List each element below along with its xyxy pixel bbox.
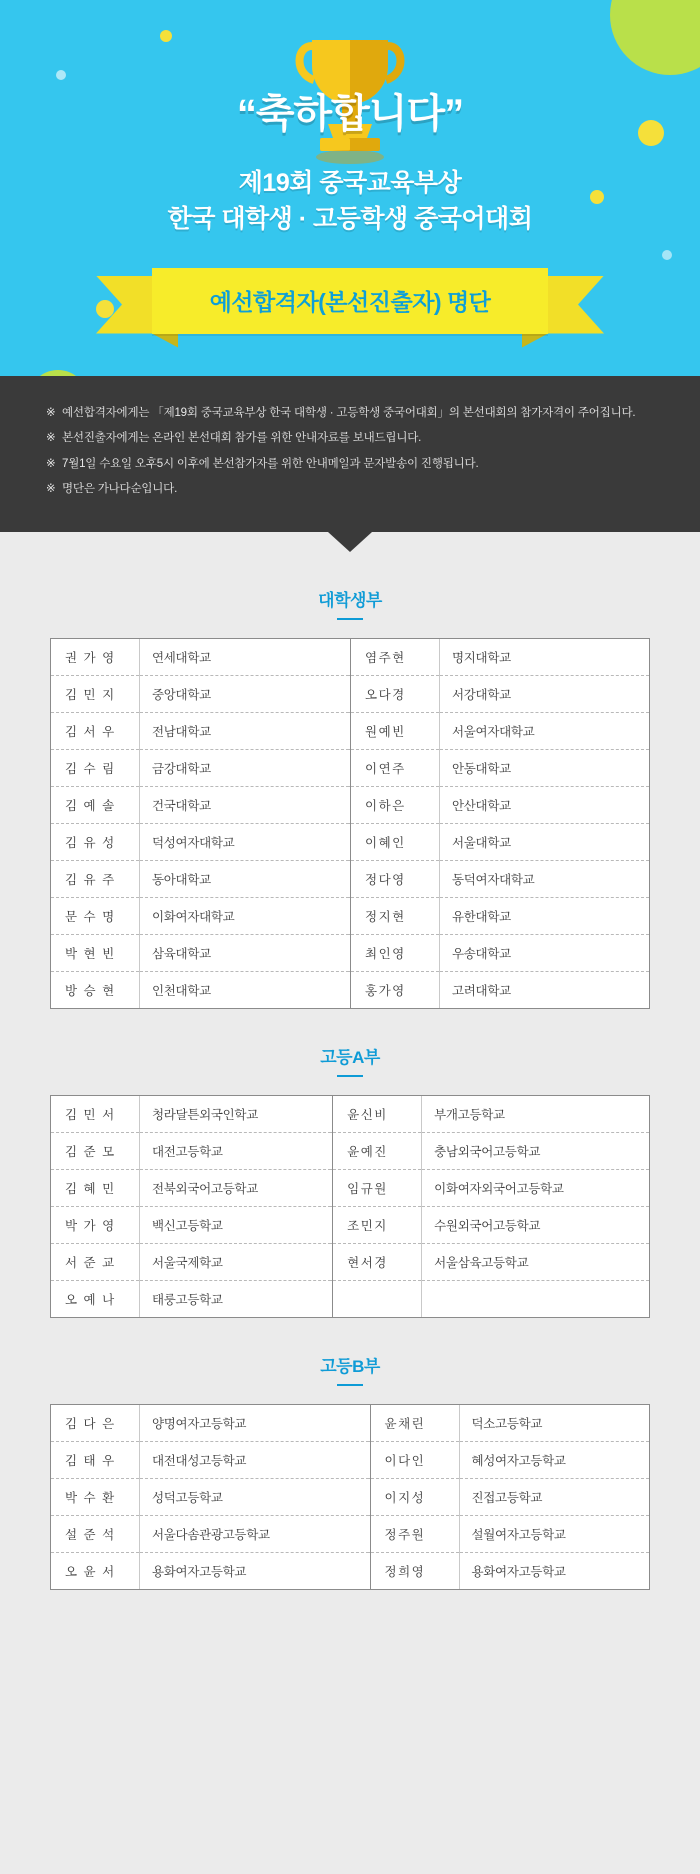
cell-school-left: 청라달튼외국인학교 [140, 1096, 332, 1133]
table-row [51, 1133, 649, 1170]
section-underline [337, 618, 363, 620]
cell-school-left: 용화여자고등학교 [152, 1565, 247, 1579]
section-high-b [0, 1318, 700, 1590]
table-row [51, 1516, 649, 1553]
ribbon-label-box [152, 268, 548, 334]
table-row [51, 1096, 649, 1133]
table-row [51, 824, 649, 861]
table-row [51, 972, 649, 1009]
table-row [51, 1281, 649, 1318]
cell-school-right: 충남외국어고등학교 [422, 1133, 649, 1170]
section-underline [337, 1075, 363, 1077]
cell-name-left: 김 예 솔 [51, 787, 140, 824]
cell-school-right: 덕소고등학교 [459, 1405, 649, 1442]
cell-name-left: 오 윤 서 [51, 1553, 140, 1590]
table-body-2 [51, 1405, 649, 1589]
cell-school-left: 양명여자고등학교 [140, 1405, 369, 1442]
notice-block [0, 376, 700, 533]
cell-name-right: 윤신비 [333, 1096, 422, 1133]
cell-name-right: 현서경 [333, 1244, 422, 1281]
table-body-0 [51, 639, 649, 1008]
cell-school-left: 덕성여자대학교 [140, 824, 350, 861]
cell-name-right: 윤채린 [370, 1405, 459, 1442]
results-table-high-b [50, 1404, 650, 1590]
cell-name-left: 서 준 교 [51, 1244, 140, 1281]
ribbon-fold-left [152, 334, 178, 348]
cell-name-right: 염주현 [351, 639, 440, 676]
section-title: 고등B부 [320, 1357, 380, 1376]
cell-school-left: 태룽고등학교 [152, 1293, 223, 1307]
table-row [51, 1170, 649, 1207]
cell-name-left: 김 다 은 [51, 1405, 140, 1442]
cell-school-right: 서울여자대학교 [440, 713, 650, 750]
event-title-line2: 한국 대학생 · 고등학생 중국어대회 [167, 205, 533, 234]
cell-school-right: 우송대학교 [440, 935, 650, 972]
table-row [51, 1479, 649, 1516]
cell-name-right: 홍가영 [351, 972, 440, 1009]
cell-name-right: 조민지 [333, 1207, 422, 1244]
cell-name-right: 이하은 [351, 787, 440, 824]
table-row [51, 713, 649, 750]
cell-name-left: 권 가 영 [51, 639, 140, 676]
cell-school-left: 연세대학교 [140, 639, 350, 676]
cell-school-left: 성덕고등학교 [140, 1479, 369, 1516]
cell-school-left: 동아대학교 [140, 861, 350, 898]
cell-school-left: 인천대학교 [152, 984, 211, 998]
table-row [51, 898, 649, 935]
table-body-1 [51, 1096, 649, 1317]
results-table-high-a [50, 1095, 650, 1318]
notice-item: ※ 예선합격자에게는 「제19회 중국교육부상 한국 대학생 · 고등학생 중국어대회」의 본선대회의 참가자격이 주어집니다. [46, 404, 654, 423]
cell-school-left: 중앙대학교 [140, 676, 350, 713]
ribbon-banner [0, 268, 700, 346]
table-row [51, 861, 649, 898]
section-title: 대학생부 [318, 591, 382, 610]
cell-name-right: 원예빈 [351, 713, 440, 750]
cell-name-right: 정다영 [351, 861, 440, 898]
notice-list [46, 404, 654, 500]
notice-item: ※ 7월1일 수요일 오후5시 이후에 본선참가자를 위한 안내메일과 문자발송이 진행됩니다. [46, 455, 654, 474]
cell-name-right [333, 1281, 422, 1318]
section-university [0, 552, 700, 1009]
cell-name-right: 최인영 [351, 935, 440, 972]
cell-name-left: 오 예 나 [51, 1281, 140, 1318]
cell-school-left: 전남대학교 [140, 713, 350, 750]
cell-name-left: 김 수 림 [51, 750, 140, 787]
cell-school-right: 서강대학교 [440, 676, 650, 713]
notice-item: ※ 명단은 가나다순입니다. [46, 480, 654, 499]
cell-school-left: 건국대학교 [140, 787, 350, 824]
cell-name-left: 설 준 석 [51, 1516, 140, 1553]
cell-name-left: 문 수 명 [51, 898, 140, 935]
cell-school-right: 유한대학교 [440, 898, 650, 935]
cell-school-right: 동덕여자대학교 [440, 861, 650, 898]
cell-name-right: 임규원 [333, 1170, 422, 1207]
cell-name-left: 방 승 현 [51, 972, 140, 1009]
cell-name-left: 박 수 환 [51, 1479, 140, 1516]
cell-school-left: 이화여자대학교 [140, 898, 350, 935]
table-row [51, 787, 649, 824]
cell-school-right: 수원외국어고등학교 [422, 1207, 649, 1244]
cell-name-left: 김 준 모 [51, 1133, 140, 1170]
cell-name-right: 윤예진 [333, 1133, 422, 1170]
cell-name-left: 박 현 빈 [51, 935, 140, 972]
cell-school-right [422, 1281, 649, 1318]
cell-school-right: 명지대학교 [440, 639, 650, 676]
hero-banner [0, 0, 700, 376]
ribbon-fold-right [522, 334, 548, 348]
cell-school-right: 안산대학교 [440, 787, 650, 824]
cell-school-right: 서울삼육고등학교 [422, 1244, 649, 1281]
cell-name-left: 김 서 우 [51, 713, 140, 750]
table-row [51, 639, 649, 676]
cell-name-left: 김 유 성 [51, 824, 140, 861]
cell-school-right: 이화여자외국어고등학교 [422, 1170, 649, 1207]
cell-school-left: 전북외국어고등학교 [140, 1170, 332, 1207]
cell-school-right: 안동대학교 [440, 750, 650, 787]
table-row [51, 1207, 649, 1244]
cell-school-left: 금강대학교 [140, 750, 350, 787]
congrats-heading: “축하합니다” [236, 92, 464, 136]
cell-name-right: 이지성 [370, 1479, 459, 1516]
table-row [51, 750, 649, 787]
cell-school-right: 부개고등학교 [422, 1096, 649, 1133]
table-row [51, 1405, 649, 1442]
notice-arrow [328, 532, 372, 552]
cell-name-right: 이다인 [370, 1442, 459, 1479]
cell-name-right: 정주원 [370, 1516, 459, 1553]
cell-name-right: 오다경 [351, 676, 440, 713]
cell-school-left: 백신고등학교 [140, 1207, 332, 1244]
cell-school-left: 대전고등학교 [140, 1133, 332, 1170]
table-row [51, 1244, 649, 1281]
cell-name-left: 김 민 서 [51, 1096, 140, 1133]
section-title: 고등A부 [320, 1048, 380, 1067]
cell-school-right: 용화여자고등학교 [471, 1565, 566, 1579]
results-area [0, 552, 700, 1630]
cell-name-right: 정희영 [370, 1553, 459, 1590]
cell-school-left: 대전대성고등학교 [140, 1442, 369, 1479]
cell-school-right: 서울대학교 [440, 824, 650, 861]
cell-school-right: 고려대학교 [452, 984, 511, 998]
cell-school-left: 삼육대학교 [140, 935, 350, 972]
cell-name-left: 김 태 우 [51, 1442, 140, 1479]
table-row [51, 676, 649, 713]
table-row [51, 1442, 649, 1479]
cell-school-right: 진접고등학교 [459, 1479, 649, 1516]
cell-name-left: 김 유 주 [51, 861, 140, 898]
cell-school-right: 혜성여자고등학교 [459, 1442, 649, 1479]
event-title [0, 165, 700, 238]
cell-name-right: 이연주 [351, 750, 440, 787]
decor-circle-white-1 [662, 250, 672, 260]
section-high-a [0, 1009, 700, 1318]
event-title-line1: 제19회 중국교육부상 [238, 169, 462, 197]
cell-name-left: 김 혜 민 [51, 1170, 140, 1207]
cell-name-left: 김 민 지 [51, 676, 140, 713]
notice-item: ※ 본선진출자에게는 온라인 본선대회 참가를 위한 안내자료를 보내드립니다. [46, 429, 654, 448]
section-underline [337, 1384, 363, 1386]
ribbon-label: 예선합격자(본선진출자) 명단 [209, 289, 491, 315]
table-row [51, 1553, 649, 1590]
cell-name-right: 이혜인 [351, 824, 440, 861]
results-table-university [50, 638, 650, 1009]
cell-school-right: 설월여자고등학교 [459, 1516, 649, 1553]
cell-name-right: 정지현 [351, 898, 440, 935]
cell-school-left: 서울다솜관광고등학교 [140, 1516, 369, 1553]
table-row [51, 935, 649, 972]
cell-name-left: 박 가 영 [51, 1207, 140, 1244]
cell-school-left: 서울국제학교 [140, 1244, 332, 1281]
